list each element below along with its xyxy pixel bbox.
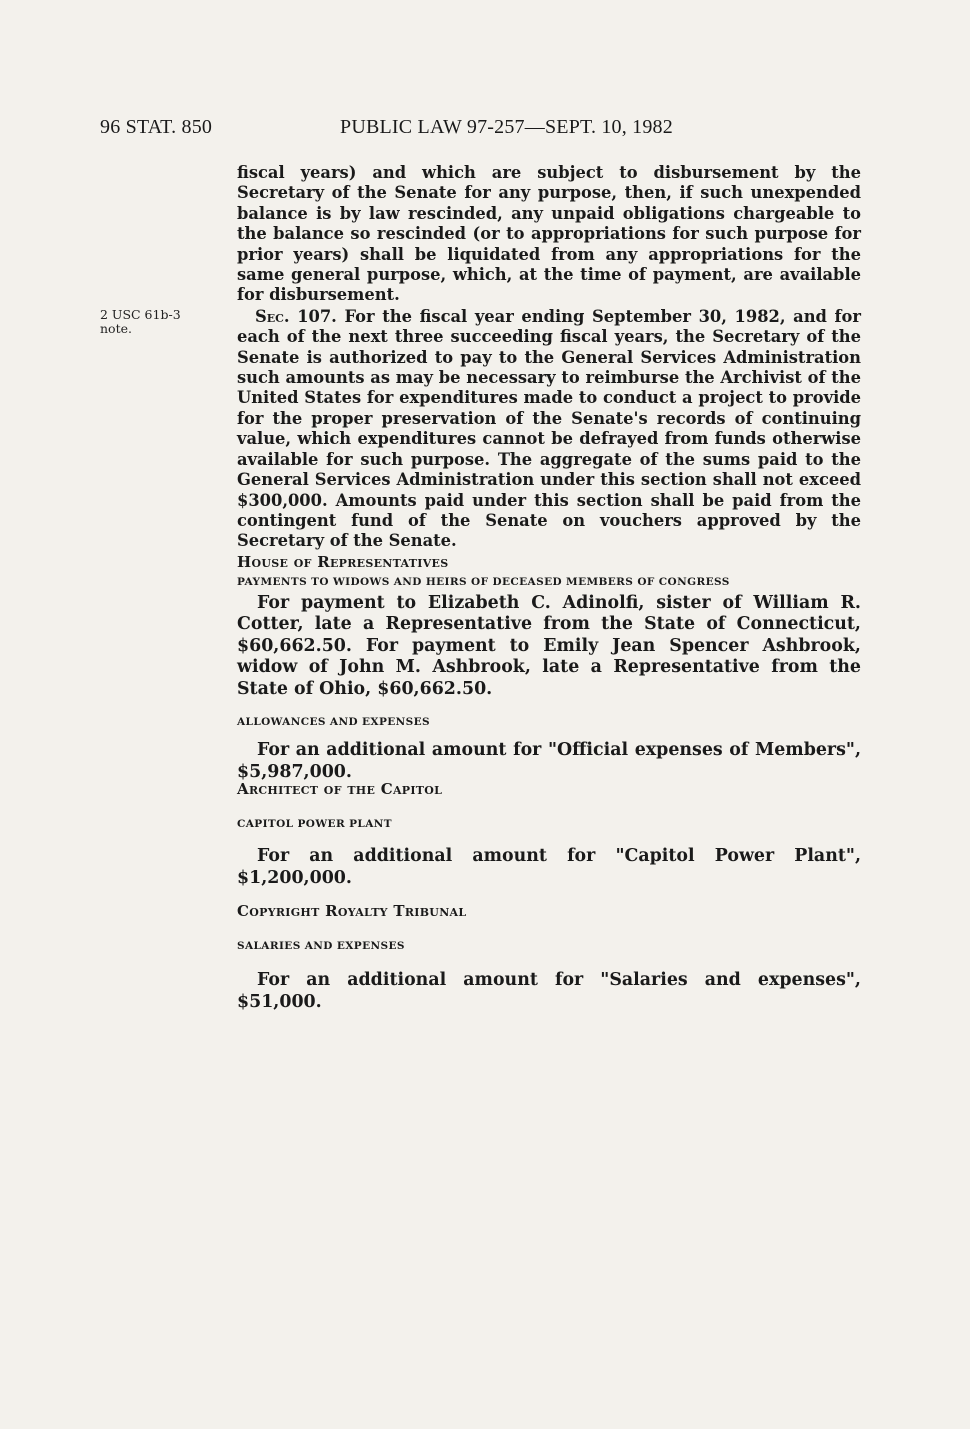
heading-copyright-royalty-tribunal: Copyright Royalty Tribunal [237,902,467,921]
margin-citation-note [100,308,181,336]
allowances-paragraph: For an additional amount for "Official expenses of Members", $5,987,000. [237,740,861,782]
heading-capitol-power-plant: CAPITOL POWER PLANT [237,817,392,830]
body-text [237,163,861,1013]
heading-salaries-and-expenses: SALARIES AND EXPENSES [237,939,405,952]
heading-allowances-and-expenses: ALLOWANCES AND EXPENSES [237,716,431,729]
margin-note-line-2: note. [100,321,132,336]
paragraph-continued: fiscal years) and which are subject to disbursement by the Secretary of the Senate for any purpose, then, if such unexpended balance is by law rescinded, any unpaid obligations chargeable to the balance so rescinded (or to appropriations for such purpose for prior years) shall be liquidated from any appropriations for the same general purpose, which, at the time of payment, are available for disbursement. [237,163,861,305]
section-107-text: For the fiscal year ending September 30, 1982, and for each of the next three succeeding fiscal years, the Secretary of the Senate is authorized to pay to the General Services Administration such amounts as may be necessary to reimburse the Archivist of the United States for expenditures made to conduct a project to provide for the proper preservation of the Senate's records of continuing value, which expenditures cannot be defrayed from funds otherwise available for such purpose. The aggregate of the sums paid to the General Services Administration under this section shall not exceed $300,000. Amounts paid under this section shall be paid from the contingent fund of the Senate on vouchers approved by the Secretary of the Senate. [237,306,861,551]
section-107-label: Sec. 107. [255,306,337,326]
section-107-paragraph [237,307,861,552]
payments-paragraph: For payment to Elizabeth C. Adinolfi, sister of William R. Cotter, late a Representative from the State of Connecticut, $60,662.50. For payment to Emily Jean Spencer Ashbrook, widow of John M. Ashbrook, late a Representative from the State of Ohio, $60,662.50. [237,592,861,699]
stat-citation: 96 STAT. 850 [100,116,213,138]
heading-house-of-representatives: House of Representatives [237,552,449,571]
margin-note-line-1: 2 USC 61b-3 [100,307,181,322]
power-plant-paragraph: For an additional amount for "Capitol Power Plant", $1,200,000. [237,846,861,888]
page-header [100,116,870,140]
public-law-title: PUBLIC LAW 97-257—SEPT. 10, 1982 [340,116,673,138]
heading-architect-of-the-capitol: Architect of the Capitol [237,780,443,799]
heading-payments-to-widows: PAYMENTS TO WIDOWS AND HEIRS OF DECEASED MEMBERS OF CONGRESS [237,576,730,589]
salaries-paragraph: For an additional amount for "Salaries and expenses", $51,000. [237,970,861,1012]
